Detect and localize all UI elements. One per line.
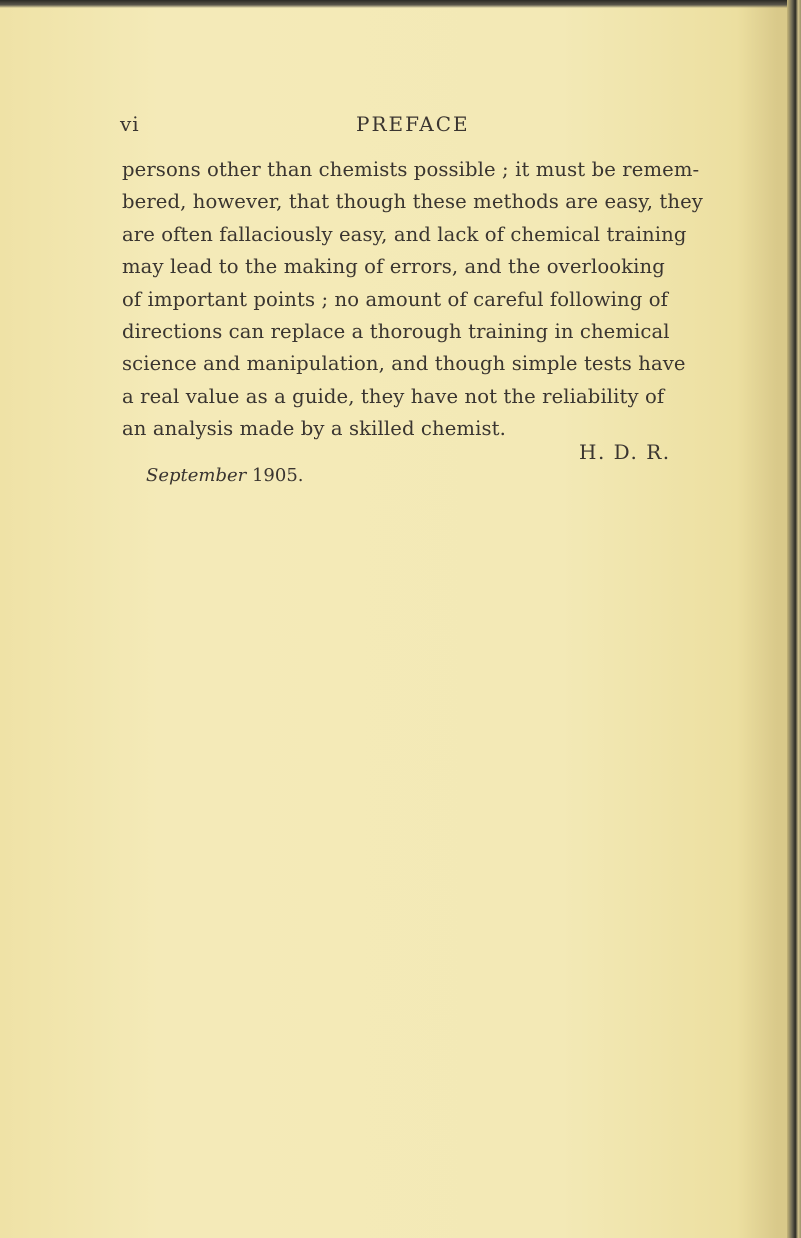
text-line: persons other than chemists possible ; it must be remem- [122, 158, 700, 181]
date-month: September [146, 465, 247, 486]
preface-date [146, 465, 304, 486]
page-number: vi [120, 112, 140, 136]
author-initials: H. D. R. [579, 440, 671, 464]
text-line: an analysis made by a skilled chemist. [122, 417, 506, 441]
page-header [120, 112, 700, 142]
book-spine-edge [787, 0, 801, 1238]
text-line: of important points ; no amount of careful following of [122, 287, 668, 311]
text-line: science and manipulation, and though simple tests have [122, 352, 686, 376]
page-top-edge [0, 0, 801, 8]
text-line: a real value as a guide, they have not the reliability of [122, 384, 665, 408]
text-line: bered, however, that though these methods are easy, they [122, 190, 703, 214]
preface-paragraph [122, 154, 710, 446]
running-title: PREFACE [356, 112, 470, 136]
text-line: are often fallaciously easy, and lack of chemical training [122, 222, 687, 246]
text-line: may lead to the making of errors, and the overlooking [122, 255, 665, 279]
text-line: directions can replace a thorough training in chemical [122, 320, 670, 344]
date-year: 1905. [251, 465, 304, 486]
